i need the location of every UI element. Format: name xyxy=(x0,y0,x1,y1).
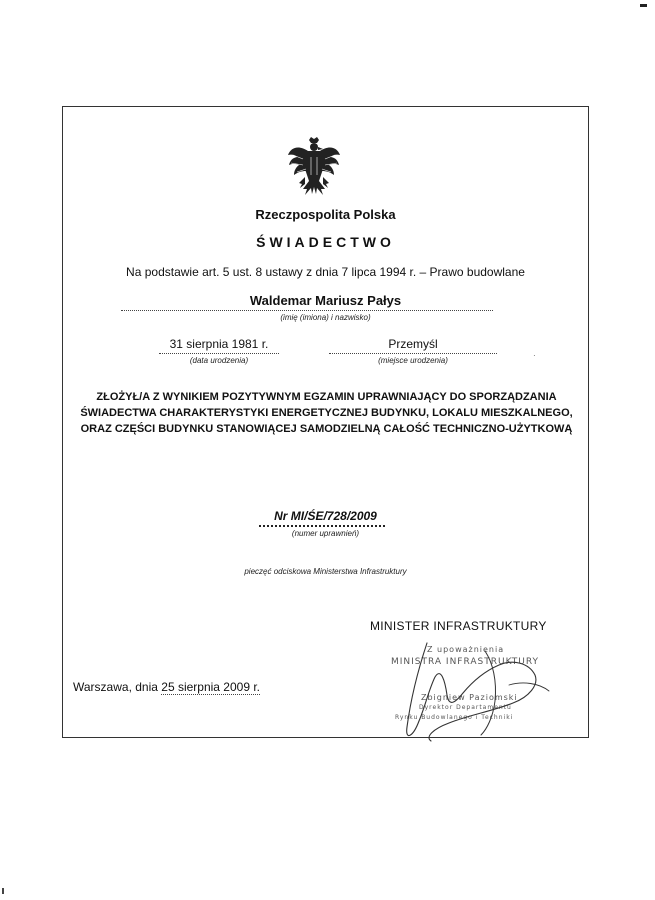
name-caption: (imię (imiona) i nazwisko) xyxy=(280,313,371,322)
document-title: ŚWIADECTWO xyxy=(256,234,395,250)
official-stamp xyxy=(389,637,569,747)
stamp-line: Dyrektor Departamentu xyxy=(419,704,512,711)
stamp-line: Z upoważnienia xyxy=(427,645,505,654)
issue-date: 25 sierpnia 2009 r. xyxy=(161,680,261,694)
birth-date: 31 sierpnia 1981 r. xyxy=(169,337,269,351)
stamp-line: Rynku Budowlanego i Techniki xyxy=(395,714,514,721)
birth-place: Przemyśl xyxy=(388,337,438,351)
scan-mark xyxy=(2,888,4,894)
number-dotted-line xyxy=(259,525,385,527)
polish-eagle-emblem-icon xyxy=(287,137,341,201)
stamp-line: Zbigniew Paziomski xyxy=(421,693,518,702)
stamp-note: pieczęć odciskowa Ministerstwa Infrastruktury xyxy=(244,567,407,576)
country-name: Rzeczpospolita Polska xyxy=(255,207,396,222)
legal-basis: Na podstawie art. 5 ust. 8 ustawy z dnia 7 lipca 1994 r. – Prawo budowlane xyxy=(126,265,525,279)
stamp-line: MINISTRA INFRASTRUKTURY xyxy=(391,657,540,667)
place-date-prefix: Warszawa, dnia xyxy=(73,680,158,694)
place-and-date xyxy=(73,680,260,694)
birth-date-caption: (data urodzenia) xyxy=(189,356,249,365)
name-dotted-line xyxy=(121,310,493,311)
exam-statement: ZŁOŻYŁ/A Z WYNIKIEM POZYTYWNYM EGZAMIN UPRAWNIAJĄCY DO SPORZĄDZANIA ŚWIADECTWA CHARAKTERYSTYKI ENERGETYCZNEJ BUDYNKU, LOKALU MIESZKALNEGO, ORAZ CZĘŚCI BUDYNKU STANOWIĄCEJ SAMODZIELNĄ CAŁOŚĆ TECHNICZNO-UŻYTKOWĄ xyxy=(80,391,573,435)
stray-mark: · xyxy=(533,351,536,360)
handwritten-signature-icon xyxy=(389,637,569,747)
number-caption: (numer uprawnień) xyxy=(291,529,360,538)
birth-place-caption: (miejsce urodzenia) xyxy=(378,356,448,365)
birth-place-dotted-line xyxy=(329,353,497,354)
birth-date-dotted-line xyxy=(159,353,279,354)
holder-name: Waldemar Mariusz Pałys xyxy=(249,293,402,308)
minister-title: MINISTER INFRASTRUKTURY xyxy=(370,619,547,633)
scan-mark xyxy=(640,4,647,7)
certificate-number: Nr MI/ŚE/728/2009 xyxy=(274,509,377,523)
certificate-frame xyxy=(62,106,589,738)
